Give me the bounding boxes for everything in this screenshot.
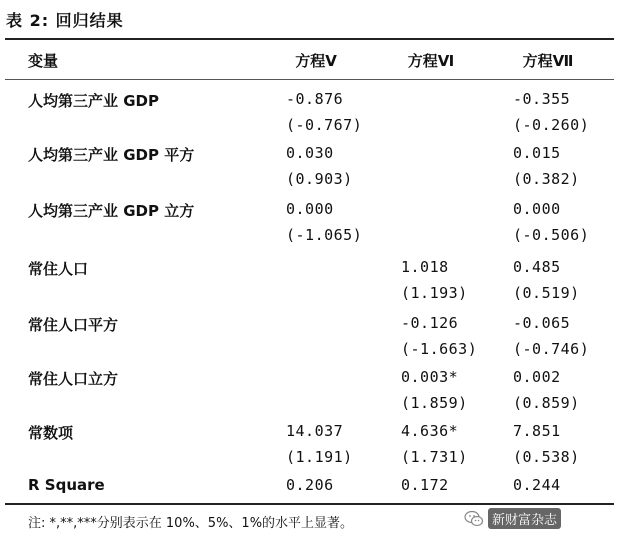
cell-equation-5: (1.191) xyxy=(286,448,353,466)
cell-equation-7: (0.538) xyxy=(513,448,580,466)
table-row xyxy=(0,472,620,498)
table-row xyxy=(0,310,620,336)
cell-equation-7: 0.000 xyxy=(513,200,561,218)
cell-equation-6: (-1.663) xyxy=(401,340,478,358)
table-row xyxy=(0,336,620,362)
wechat-icon xyxy=(464,509,484,529)
top-rule xyxy=(5,38,614,40)
cell-equation-5: (-1.065) xyxy=(286,226,363,244)
cell-equation-7: (0.382) xyxy=(513,170,580,188)
table-row xyxy=(0,390,620,416)
cell-equation-6: -0.126 xyxy=(401,314,459,332)
cell-equation-6: (1.193) xyxy=(401,284,468,302)
header-equation-7: 方程Ⅶ xyxy=(522,52,574,70)
table-row xyxy=(0,86,620,112)
table-row xyxy=(0,444,620,470)
header-equation-5: 方程Ⅴ xyxy=(295,52,337,70)
cell-equation-5: 0.030 xyxy=(286,144,334,162)
cell-equation-7: 0.485 xyxy=(513,258,561,276)
watermark-brand: 新财富杂志 xyxy=(488,508,561,529)
cell-equation-6: (1.731) xyxy=(401,448,468,466)
table-row xyxy=(0,112,620,138)
cell-equation-5: 14.037 xyxy=(286,422,344,440)
cell-equation-6: 0.172 xyxy=(401,476,449,494)
table-row xyxy=(0,196,620,222)
table-row xyxy=(0,280,620,306)
header-equation-6: 方程Ⅵ xyxy=(407,52,455,70)
cell-equation-7: 0.002 xyxy=(513,368,561,386)
header-variable: 变量 xyxy=(28,52,59,70)
cell-equation-6: (1.859) xyxy=(401,394,468,412)
cell-equation-7: (-0.746) xyxy=(513,340,590,358)
cell-equation-7: (-0.506) xyxy=(513,226,590,244)
cell-equation-7: (0.519) xyxy=(513,284,580,302)
row-label: 常住人口立方 xyxy=(28,370,119,388)
cell-equation-5: -0.876 xyxy=(286,90,344,108)
cell-equation-7: 0.015 xyxy=(513,144,561,162)
cell-equation-6: 0.003* xyxy=(401,368,459,386)
row-label: 人均第三产业 GDP 平方 xyxy=(28,146,195,164)
row-label: 人均第三产业 GDP 立方 xyxy=(28,202,195,220)
table-row xyxy=(0,254,620,280)
cell-equation-7: 0.244 xyxy=(513,476,561,494)
header-rule xyxy=(5,79,614,80)
row-label: 常住人口平方 xyxy=(28,316,119,334)
cell-equation-6: 4.636* xyxy=(401,422,459,440)
cell-equation-7: -0.065 xyxy=(513,314,571,332)
table-row xyxy=(0,418,620,444)
cell-equation-5: (-0.767) xyxy=(286,116,363,134)
table-row xyxy=(0,364,620,390)
cell-equation-6: 1.018 xyxy=(401,258,449,276)
cell-equation-7: (0.859) xyxy=(513,394,580,412)
watermark xyxy=(464,508,561,529)
cell-equation-7: -0.355 xyxy=(513,90,571,108)
significance-note: 注: *,**,***分别表示在 10%、5%、1%的水平上显著。 xyxy=(28,516,354,531)
table-row xyxy=(0,222,620,248)
cell-equation-5: (0.903) xyxy=(286,170,353,188)
row-label: 常数项 xyxy=(28,424,74,442)
cell-equation-7: 7.851 xyxy=(513,422,561,440)
table-row xyxy=(0,166,620,192)
cell-equation-7: (-0.260) xyxy=(513,116,590,134)
cell-equation-5: 0.000 xyxy=(286,200,334,218)
row-label: R Square xyxy=(28,476,105,494)
bottom-rule xyxy=(5,503,614,505)
table-row xyxy=(0,140,620,166)
table-title: 表 2: 回归结果 xyxy=(6,11,124,30)
cell-equation-5: 0.206 xyxy=(286,476,334,494)
row-label: 人均第三产业 GDP xyxy=(28,92,159,110)
row-label: 常住人口 xyxy=(28,260,89,278)
